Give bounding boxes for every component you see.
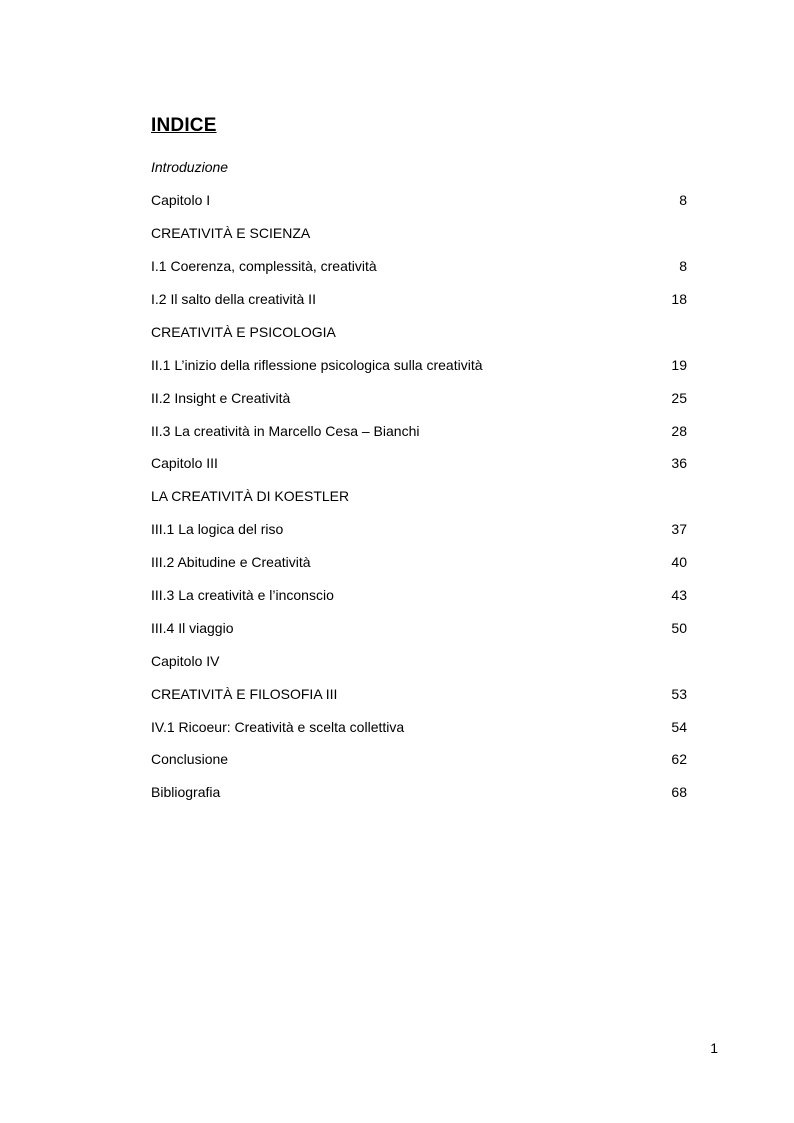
toc-entry (151, 611, 687, 644)
toc-entry-label: Capitolo III (151, 455, 218, 472)
toc-title: INDICE (151, 115, 217, 136)
toc-entry-page: 62 (671, 751, 687, 768)
toc-entry-page: 36 (671, 455, 687, 472)
toc-entry-page: 28 (671, 422, 687, 439)
toc-entry-label: III.3 La creatività e l’inconscio (151, 587, 334, 604)
toc-entry-label: Bibliografia (151, 784, 221, 801)
toc-entry (151, 546, 687, 579)
toc-entry-label: IV.1 Ricoeur: Creatività e scelta collettiva (151, 718, 405, 735)
toc-entry-page: 54 (671, 718, 687, 735)
toc-entry (151, 348, 687, 381)
toc-entry-page: 19 (671, 356, 687, 373)
toc-entry (151, 776, 687, 809)
toc-entry (151, 447, 687, 480)
toc-entry-label: II.1 L’inizio della riflessione psicologica sulla creatività (151, 356, 483, 373)
page-number: 1 (710, 1040, 718, 1056)
toc-entry-label: LA CREATIVITÀ DI KOESTLER (151, 488, 350, 505)
toc-entry (151, 184, 687, 217)
toc-entry (151, 710, 687, 743)
toc-entry (151, 250, 687, 283)
toc-entry-label: Conclusione (151, 751, 229, 768)
toc-entry (151, 579, 687, 612)
toc-entry-label: Capitolo IV (151, 652, 220, 669)
toc-entry (151, 315, 687, 348)
toc-list (151, 151, 687, 809)
toc-entry-label: II.3 La creatività in Marcello Cesa – Bianchi (151, 422, 420, 439)
toc-entry-page: 43 (671, 587, 687, 604)
toc-entry-page: 40 (671, 554, 687, 571)
toc-entry (151, 743, 687, 776)
toc-entry-page: 53 (671, 685, 687, 702)
toc-entry-label: Introduzione (151, 159, 229, 176)
toc-entry (151, 217, 687, 250)
toc-entry-label: I.1 Coerenza, complessità, creatività (151, 258, 377, 275)
toc-entry (151, 513, 687, 546)
toc-entry-page: 8 (679, 258, 687, 275)
toc-entry (151, 480, 687, 513)
toc-entry (151, 414, 687, 447)
toc-entry-label: III.4 Il viaggio (151, 619, 234, 636)
toc-entry-page: 68 (671, 784, 687, 801)
toc-entry-label: I.2 Il salto della creatività II (151, 291, 316, 307)
toc-entry-page: 18 (671, 291, 687, 307)
toc-entry-page: 50 (671, 619, 687, 636)
toc-entry-label: III.1 La logica del riso (151, 521, 284, 538)
toc-entry (151, 283, 687, 316)
toc-entry-label: CREATIVITÀ E SCIENZA (151, 225, 311, 242)
toc-entry (151, 151, 687, 184)
toc-entry (151, 677, 687, 710)
toc-entry-page: 37 (671, 521, 687, 538)
toc-entry-label: CREATIVITÀ E PSICOLOGIA (151, 323, 336, 340)
toc-entry (151, 381, 687, 414)
toc-entry-label: II.2 Insight e Creatività (151, 389, 291, 406)
toc-entry-label: CREATIVITÀ E FILOSOFIA III (151, 685, 338, 702)
toc-entry-page: 25 (671, 389, 687, 406)
toc-entry-page: 8 (679, 192, 687, 209)
toc-entry (151, 644, 687, 677)
toc-entry-label: III.2 Abitudine e Creatività (151, 554, 311, 571)
toc-entry-label: Capitolo I (151, 192, 211, 209)
